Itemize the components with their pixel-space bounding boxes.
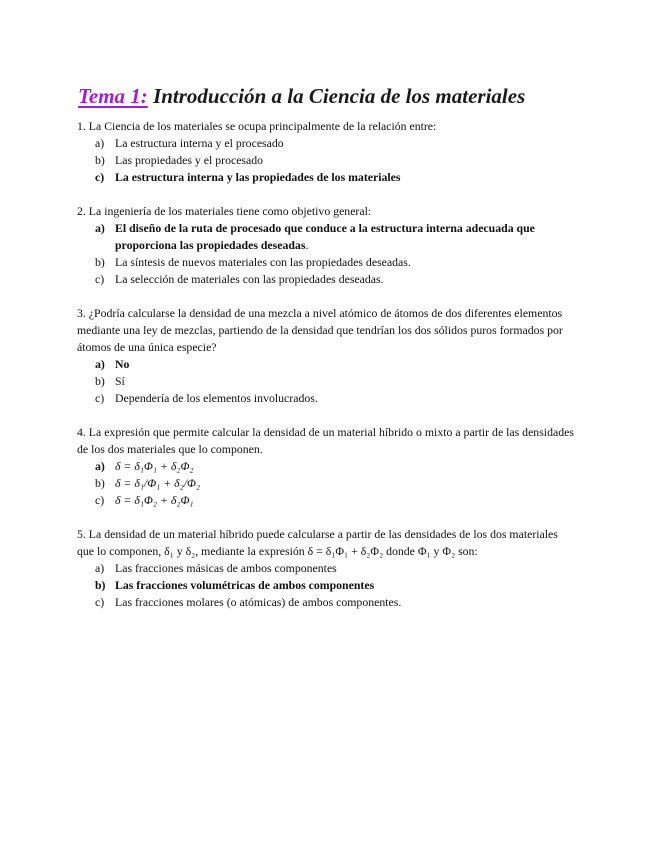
option-label: b): [95, 374, 105, 388]
option-label: a): [95, 221, 105, 235]
option-1b: [77, 152, 577, 169]
option-3c: [77, 390, 577, 407]
question-3: [77, 305, 577, 407]
title-tema: Tema 1:: [78, 84, 148, 108]
formula-text: δ = δ₁/Φ₁ + δ₂/Φ₂: [115, 476, 201, 490]
option-text: La selección de materiales con las propiedades deseadas.: [115, 272, 384, 286]
option-1a: [77, 135, 577, 152]
option-4a-correct: [77, 458, 577, 475]
option-text: Las fracciones volumétricas de ambos componentes: [115, 578, 375, 592]
option-2c: [77, 271, 577, 288]
option-label: c): [95, 170, 105, 184]
formula-text: δ = δ₁Φ₁ + δ₂Φ₂: [115, 459, 194, 473]
option-label: c): [95, 493, 105, 507]
option-text: Dependería de los elementos involucrados.: [115, 391, 318, 405]
question-stem: 1. La Ciencia de los materiales se ocupa principalmente de la relación entre:: [77, 119, 437, 133]
option-5a: [77, 560, 577, 577]
option-5b-correct: [77, 577, 577, 594]
option-text: Sí: [115, 374, 125, 388]
option-text: El diseño de la ruta de procesado que conduce a la estructura interna adecuada que proporciona las propiedades deseadas: [115, 221, 535, 252]
option-label: b): [95, 578, 106, 592]
option-text: No: [115, 357, 130, 371]
question-stem: 3. ¿Podría calcularse la densidad de una mezcla a nivel atómico de átomos de dos diferentes elementos mediante una ley de mezclas, partiendo de la densidad que tendrían los dos sólidos puros formados por átomos de una única especie?: [77, 306, 563, 354]
question-1: [77, 118, 577, 186]
option-label: b): [95, 255, 105, 269]
question-4: [77, 424, 577, 509]
option-2b: [77, 254, 577, 271]
option-3a-correct: [77, 356, 577, 373]
option-5c: [77, 594, 577, 611]
question-2: [77, 203, 577, 288]
formula-text: δ = δ₁Φ₂ + δ₂Φ₁: [115, 493, 194, 507]
option-label: b): [95, 153, 105, 167]
option-label: b): [95, 476, 105, 490]
option-text: La síntesis de nuevos materiales con las propiedades deseadas.: [115, 255, 411, 269]
option-label: c): [95, 595, 105, 609]
option-text: La estructura interna y las propiedades de los materiales: [115, 170, 401, 184]
option-label: a): [95, 459, 105, 473]
question-stem: 4. La expresión que permite calcular la densidad de un material híbrido o mixto a partir de las densidades de los dos materiales que lo componen.: [77, 425, 574, 456]
question-5: [77, 526, 577, 611]
option-label: a): [95, 357, 105, 371]
page-title: [78, 84, 525, 109]
option-label: a): [95, 136, 105, 150]
option-text: La estructura interna y el procesado: [115, 136, 284, 150]
option-3b: [77, 373, 577, 390]
option-2a-correct: a) El diseño de la ruta de procesado que conduce a la estructura interna adecuada que proporciona las propiedades deseadas.: [95, 221, 535, 252]
option-1c-correct: [77, 169, 577, 186]
title-text: Introducción a la Ciencia de los materiales: [147, 84, 526, 108]
option-4c: [77, 492, 577, 509]
option-label: a): [95, 561, 105, 575]
option-text: Las fracciones másicas de ambos componentes: [115, 561, 337, 575]
option-label: c): [95, 391, 105, 405]
option-label: c): [95, 272, 105, 286]
option-text: Las propiedades y el procesado: [115, 153, 264, 167]
option-text: Las fracciones molares (o atómicas) de ambos componentes.: [115, 595, 402, 609]
option-4b: [77, 475, 577, 492]
question-stem: 2. La ingeniería de los materiales tiene como objetivo general:: [77, 204, 372, 218]
question-stem: 5. La densidad de un material híbrido puede calcularse a partir de las densidades de los dos materiales que lo componen, δ₁ y δ₂, mediante la expresión δ = δ₁Φ₁ + δ₂Φ₂ donde Φ₁ y Φ₂ son:: [77, 527, 558, 558]
